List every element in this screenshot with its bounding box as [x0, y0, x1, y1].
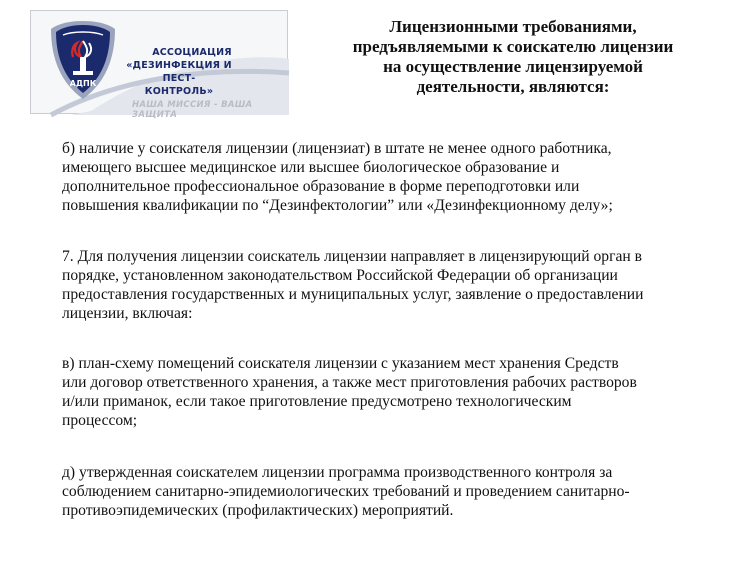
association-name-line: «ДЕЗИНФЕКЦИЯ И ПЕСТ- [126, 60, 232, 84]
paragraph-line: порядке, установленном законодательством Российской Федерации об организации [62, 267, 618, 284]
paragraph-v-floor-plan [62, 354, 732, 430]
paragraph-b-staff-requirement [62, 139, 732, 215]
paragraph-line: б) наличие у соискателя лицензии (лицензиат) в штате не менее одного работника, [62, 140, 612, 157]
paragraph-line: имеющего высшее медицинское или высшее биологическое образование и [62, 159, 560, 176]
association-logo [30, 10, 288, 120]
heading-line: деятельности, являются: [416, 77, 610, 96]
emblem-abbrev: АДПК [69, 79, 97, 88]
paragraph-line: процессом; [62, 412, 138, 429]
association-name-line: КОНТРОЛЬ» [144, 86, 214, 97]
paragraph-7-application-procedure [62, 247, 732, 323]
shield-emblem-icon [49, 19, 117, 101]
association-name [124, 46, 234, 98]
paragraph-line: или договор ответственного хранения, а также мест приготовления рабочих растворов [62, 374, 637, 391]
paragraph-line: повышения квалификации по “Дезинфектологии” или «Дезинфекционному делу»; [62, 197, 613, 214]
paragraph-line: в) план-схему помещений соискателя лицензии с указанием мест хранения Средств [62, 355, 619, 372]
slide-heading [318, 17, 708, 97]
paragraph-line: дополнительное профессиональное образование в форме переподготовки или [62, 178, 580, 195]
paragraph-line: и/или приманок, если такое приготовление предусмотрено технологическим [62, 393, 572, 410]
paragraph-d-control-program [62, 463, 732, 520]
heading-line: предъявляемыми к соискателю лицензии [352, 37, 674, 56]
paragraph-line: противоэпидемических (профилактических) мероприятий. [62, 502, 454, 519]
paragraph-line: предоставления государственных и муниципальных услуг, заявление о предоставлении [62, 286, 644, 303]
heading-line: на осуществление лицензируемой [383, 57, 643, 76]
association-name-line: АССОЦИАЦИЯ [152, 47, 232, 58]
paragraph-line: д) утвержденная соискателем лицензии программа производственного контроля за [62, 464, 613, 481]
heading-line: Лицензионными требованиями, [389, 17, 637, 36]
paragraph-line: соблюдением санитарно-эпидемиологических требований и проведением санитарно- [62, 483, 630, 500]
paragraph-line: 7. Для получения лицензии соискатель лицензии направляет в лицензирующий орган в [62, 248, 642, 265]
paragraph-line: лицензии, включая: [62, 305, 193, 322]
logo-motto: НАША МИССИЯ - ВАША ЗАЩИТА [132, 100, 253, 120]
